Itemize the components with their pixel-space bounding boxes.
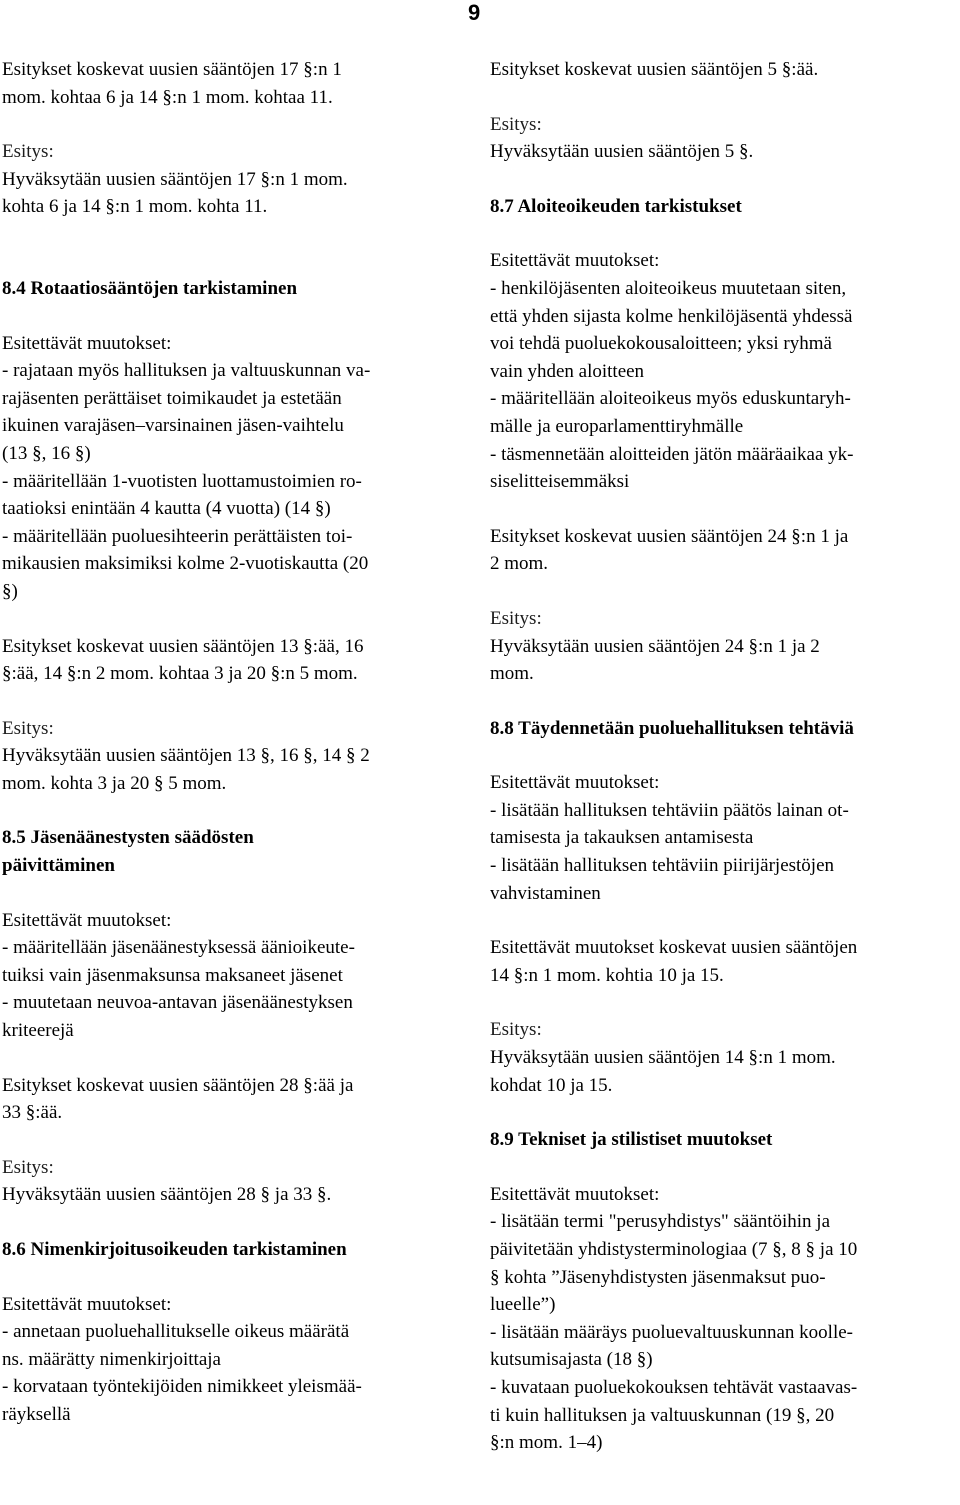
text-line: Hyväksytään uusien sääntöjen 28 § ja 33 §. [2,1184,332,1206]
esitys-label: Esitys: [2,1156,54,1178]
text-line: 33 §:ää. [2,1102,63,1124]
changes-intro: Esitettävät muutokset: [2,332,172,354]
change-item: - muutetaan neuvoa-antavan jäsenäänestyksen [2,992,353,1014]
change-item: kriteerejä [2,1020,74,1042]
left-column [2,56,464,1429]
proposal-17-paragraph [2,56,464,111]
changes-intro: Esitettävät muutokset: [490,772,660,794]
text-line: Esitykset koskevat uusien sääntöjen 28 §:ää ja [2,1074,354,1096]
text-line: mom. kohta 3 ja 20 § 5 mom. [2,772,227,794]
change-item: - määritellään 1-vuotisten luottamustoimien ro- [2,470,362,492]
change-item: taatioksi enintään 4 kautta (4 vuotta) (14 §) [2,498,331,520]
page-number: 9 [468,0,481,25]
changes-intro: Esitettävät muutokset: [2,909,172,931]
section-heading-8-9: 8.9 Tekniset ja stilistiset muutokset [490,1129,773,1151]
change-item: - määritellään aloiteoikeus myös eduskuntaryh- [490,388,851,410]
section-heading-8-4: 8.4 Rotaatiosääntöjen tarkistaminen [2,277,298,299]
section-heading-8-6: 8.6 Nimenkirjoitusoikeuden tarkistaminen [2,1239,347,1260]
changes-intro: Esitettävät muutokset: [490,1183,660,1205]
change-item: - rajataan myös hallituksen ja valtuuskunnan va- [2,360,371,382]
text-line: Hyväksytään uusien sääntöjen 14 §:n 1 mom. [490,1047,836,1069]
text-line: Esitykset koskevat uusien sääntöjen 24 §:n 1 ja [490,525,849,547]
change-item: - kuvataan puoluekokouksen tehtävät vastaavas- [490,1376,858,1398]
change-item: ikuinen varajäsen–varsinainen jäsen-vaihtelu [2,415,344,437]
text-line: kohta 6 ja 14 §:n 1 mom. kohta 11. [2,196,268,218]
change-item: (13 §, 16 §) [2,442,91,464]
text-line: 2 mom. [490,553,549,575]
change-item: räyksellä [2,1403,71,1425]
esitys-label: Esitys: [490,607,542,629]
text-line: Hyväksytään uusien sääntöjen 5 §. [490,141,754,163]
change-item: kutsumisajasta (18 §) [490,1349,653,1371]
esitys-label: Esitys: [2,717,54,739]
change-item: tuiksi vain jäsenmaksunsa maksaneet jäsenet [2,964,343,986]
change-item: - korvataan työntekijöiden nimikkeet yleismää- [2,1376,362,1398]
change-item: ti kuin hallituksen ja valtuuskunnan (19 §, 20 [490,1404,835,1426]
change-item: rajäsenten perättäiset toimikaudet ja estetään [2,387,342,409]
change-item: §) [2,580,18,602]
change-item: - lisätään hallituksen tehtäviin päätös lainan ot- [490,799,849,821]
change-item: - lisätään määräys puoluevaltuuskunnan koolle- [490,1321,854,1343]
change-item: - annetaan puoluehallitukselle oikeus määrätä [2,1321,350,1343]
change-item: että yhden sijasta kolme henkilöjäsentä yhdessä [490,305,853,327]
change-item: - määritellään jäsenäänestyksessä äänioikeute- [2,937,355,959]
change-item: §:n mom. 1–4) [490,1432,603,1454]
change-item: § kohta ”Jäsenyhdistysten jäsenmaksut puo- [490,1266,826,1288]
changes-intro: Esitettävät muutokset: [490,250,660,272]
esitys-label: Esitys: [490,1019,542,1041]
change-item: voi tehdä puoluekokousaloitteen; yksi ryhmä [490,333,832,355]
esitys-label: Esitys: [2,141,54,163]
change-item: - lisätään termi "perusyhdistys" sääntöihin ja [490,1211,831,1233]
change-item: - täsmennetään aloitteiden jätön määräaikaa yk- [490,443,854,465]
change-item: - määritellään puoluesihteerin perättäisten toi- [2,525,353,547]
text-line: Esitykset koskevat uusien sääntöjen 5 §:ää. [490,59,819,80]
text-line: 14 §:n 1 mom. kohtia 10 ja 15. [490,964,724,986]
change-item: ns. määrätty nimenkirjoittaja [2,1348,221,1370]
section-heading-8-7: 8.7 Aloiteoikeuden tarkistukset [490,195,742,217]
change-item: siselitteisemmäksi [490,471,630,493]
text-line: Esitykset koskevat uusien sääntöjen 13 §:ää, 16 [2,635,364,657]
change-item: - lisätään hallituksen tehtäviin piirijärjestöjen [490,855,835,877]
section-heading-8-5-cont: päivittäminen [2,855,115,877]
right-column [490,56,958,1457]
change-item: mikausien maksimiksi kolme 2-vuotiskautta (20 [2,553,369,575]
change-item: päivitetään yhdistysterminologiaa (7 §, 8 § ja 10 [490,1239,858,1260]
change-item: - henkilöjäsenten aloiteoikeus muutetaan siten, [490,277,847,299]
text-line: Esitettävät muutokset koskevat uusien sääntöjen [490,937,858,959]
changes-list-8-4 [2,357,464,605]
section-heading-8-8: 8.8 Täydennetään puoluehallituksen tehtäviä [490,717,854,739]
text-line: §:ää, 14 §:n 2 mom. kohtaa 3 ja 20 §:n 5 mom. [2,663,358,685]
text-line: Hyväksytään uusien sääntöjen 17 §:n 1 mom. [2,168,348,190]
change-item: lueelle”) [490,1294,556,1316]
change-item: tamisesta ja takauksen antamisesta [490,827,754,849]
change-item: vahvistaminen [490,882,601,904]
text-line: kohdat 10 ja 15. [490,1074,613,1096]
change-item: vain yhden aloitteen [490,360,645,382]
text-line: Hyväksytään uusien sääntöjen 13 §, 16 §, 14 § 2 [2,745,370,767]
changes-intro: Esitettävät muutokset: [2,1293,172,1315]
esitys-label: Esitys: [490,113,542,135]
text-line: Esitykset koskevat uusien sääntöjen 17 §:n 1 [2,59,342,80]
change-item: mälle ja europarlamenttiryhmälle [490,415,744,437]
text-line: mom. kohtaa 6 ja 14 §:n 1 mom. kohtaa 11. [2,86,333,108]
text-line: Hyväksytään uusien sääntöjen 24 §:n 1 ja 2 [490,635,820,657]
section-heading-8-5: 8.5 Jäsenäänestysten säädösten [2,827,254,849]
text-line: mom. [490,663,534,685]
